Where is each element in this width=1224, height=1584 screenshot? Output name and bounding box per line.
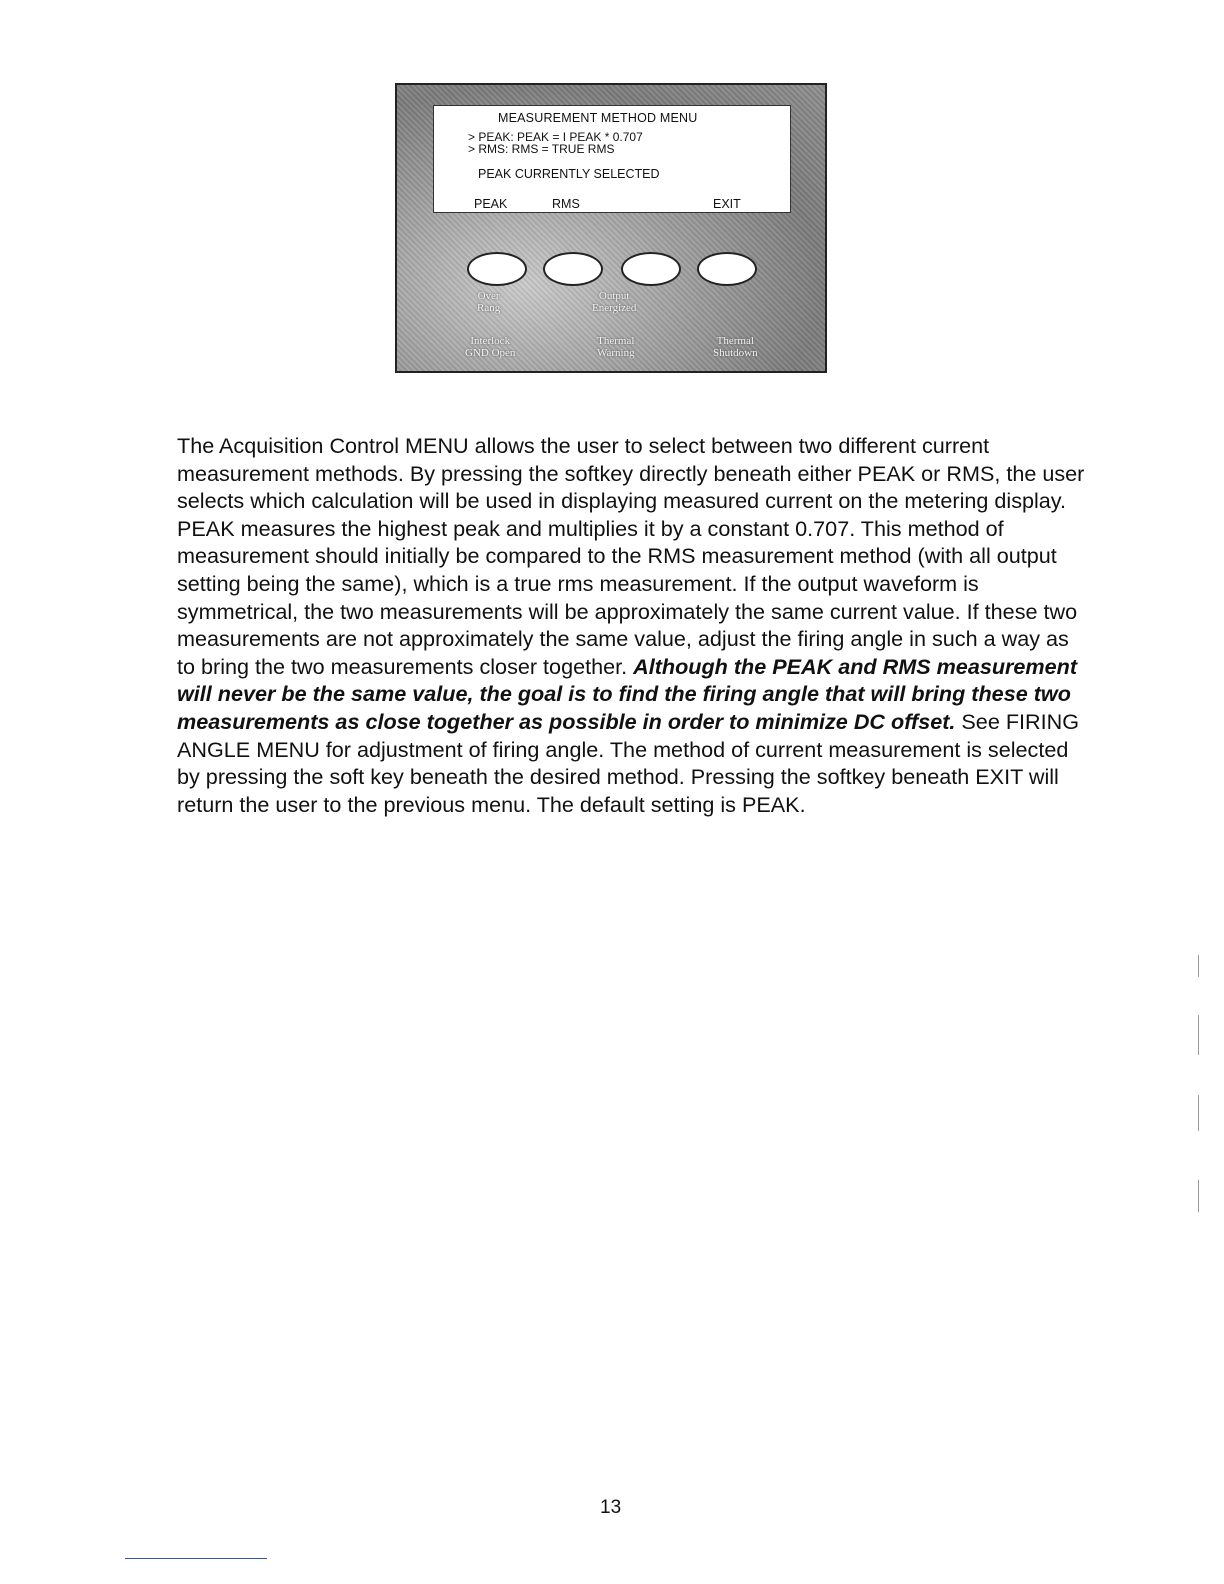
- scan-speck: [1198, 1015, 1199, 1055]
- scan-speck: [1198, 1095, 1199, 1131]
- body-text-part1: The Acquisition Control MENU allows the user to select between two different current measurement methods. By pressing the softkey directly beneath either PEAK or RMS, the user selects which calculation will be used in displaying measured current on the metering display. PEAK measures the highest peak and multiplies it by a constant 0.707. This method of measurement should initially be compared to the RMS measurement method (with all output setting being the same), which is a true rms measurement. If the output waveform is symmetrical, the two measurements will be approximately the same current value. If these two measurements are not approximately the same value, adjust the firing angle in such a way as to bring the two measurements closer together.: [177, 433, 1085, 679]
- selection-status: PEAK CURRENTLY SELECTED: [478, 167, 660, 181]
- footnote-rule: [125, 1558, 267, 1559]
- page-number: 13: [600, 1497, 622, 1518]
- indicator-output-energized: Output Energized: [592, 290, 637, 314]
- softkey-label-exit: EXIT: [713, 197, 741, 211]
- front-panel-figure: [395, 83, 827, 373]
- softkey-label-rms: RMS: [552, 197, 580, 211]
- scan-speck: [1198, 955, 1199, 977]
- softkey-4-button[interactable]: [697, 252, 757, 286]
- softkey-3-button[interactable]: [621, 252, 681, 286]
- menu-option-rms: > RMS: RMS = TRUE RMS: [468, 142, 615, 156]
- lcd-screen: [433, 105, 791, 213]
- softkey-label-peak: PEAK: [474, 197, 508, 211]
- indicator-over-range: Over Rang: [477, 290, 501, 314]
- menu-title: MEASUREMENT METHOD MENU: [498, 111, 698, 125]
- softkey-1-button[interactable]: [467, 252, 527, 286]
- body-text-emphasis: Although the PEAK and RMS measurement will never be the same value, the goal is to find the firing angle that will bring these two measurements as close together as possible in order to minimize DC offset.: [177, 653, 1078, 734]
- indicator-thermal-shutdown: Thermal Shutdown: [713, 335, 758, 359]
- body-paragraph: [177, 432, 1089, 818]
- body-text-part2: See FIRING ANGLE MENU for adjustment of firing angle. The method of current measurement is selected by pressing the soft key beneath the desired method. Pressing the softkey beneath EXIT will return the user to the previous menu. The default setting is PEAK.: [177, 708, 1080, 817]
- menu-option-peak: > PEAK: PEAK = I PEAK * 0.707: [468, 130, 643, 144]
- indicator-thermal-warning: Thermal Warning: [597, 335, 635, 359]
- scan-speck: [1198, 1180, 1199, 1212]
- softkey-2-button[interactable]: [543, 252, 603, 286]
- indicator-interlock: Interlock GND Open: [465, 335, 516, 359]
